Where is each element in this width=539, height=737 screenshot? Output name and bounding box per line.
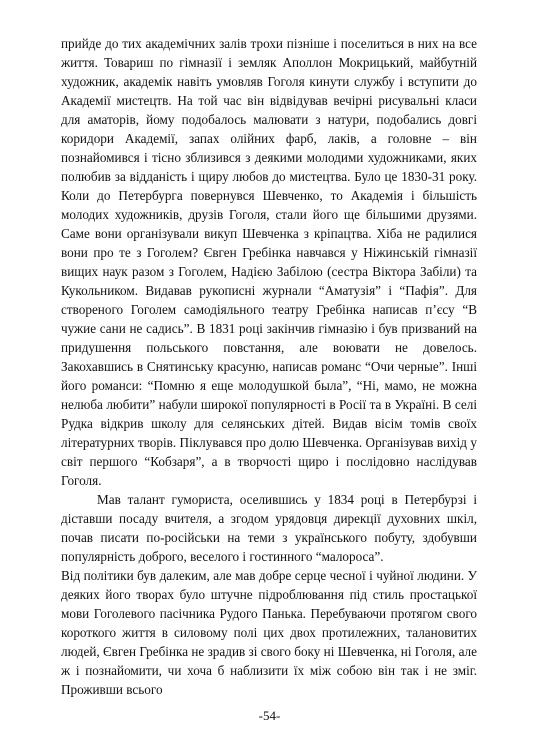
paragraph-2: Мав талант гумориста, оселившись у 1834 році в Петербурзі і діставши посаду вчителя, а згодом урядовця дирекції духовних шкіл, почав писати по-російськи на теми з українського побуту, здобувши популярність доброго, веселого і гостинного “малороса”.	[61, 492, 477, 564]
body-text	[61, 34, 477, 699]
paragraph-3: Від політики був далеким, але мав добре серце чесної і чуйної людини. У деяких його творах було штучне підроблювання під стиль простацької мови Гоголевого пасічника Рудого Панька. Перебуваючи протягом свого короткого життя в силовому полі цих двох протилежних, талановитих людей, Євген Гребінка не зрадив зі свого боку ні Шевченка, ні Гоголя, але ж і познайомити, чи хоча б наблизити їх між собою він так і не зміг. Проживши всього	[61, 568, 477, 697]
page-number: -54-	[258, 708, 281, 723]
paragraph-1: прийде до тих академічних залів трохи пізніше і поселиться в них на все життя. Товариш по гімназії і земляк Аполлон Мокрицький, майбутній художник, академік навіть умовляв Гоголя кинути службу і вступити до Академії мистецтв. На той час він відвідував вечірні рисувальні класи для аматорів, йому подобалось малювати з натури, подобались довгі коридори Академії, запах олійних фарб, лаків, а головне – він познайомився і тісно зблизився з деякими молодими художниками, яких полюбив за відданість і щиру любов до мистецтва. Було це 1830-31 року. Коли до Петербурга повернувся Шевченко, то Академія і більшість молодих художників, друзів Гоголя, стали його ще більшими друзями. Саме вони організували викуп Шевченка з кріпацтва. Хіба не радилися вони про те з Гоголем? Євген Гребінка навчався у Ніжинській гімназії вищих наук разом з Гоголем, Надією Забілою (сестра Віктора Забіли) та Кукольником. Видавав рукописні журнали “Аматузія” і “Пафія”. Для створеного Гоголем самодіяльного театру Гребінка написав п’єсу “В чужие сани не садись”. В 1831 році закінчив гімназію і був призваний на придушення польського повстання, але воювати не довелось. Закохавшись в Снятинську красуню, написав романс “Очи черные”. Інші його романси: “Помню я еще молодушкой была”, “Ні, мамо, не можна нелюба любити” набули широкої популярності в Росії та в Україні. В селі Рудка відкрив школу для селянських дітей. Видав вісім томів своїх літературних творів. Піклувався про долю Шевченка. Організував вихід у світ першого “Кобзаря”, а в творчості щиро і послідовно наслідував Гоголя.	[61, 36, 477, 488]
